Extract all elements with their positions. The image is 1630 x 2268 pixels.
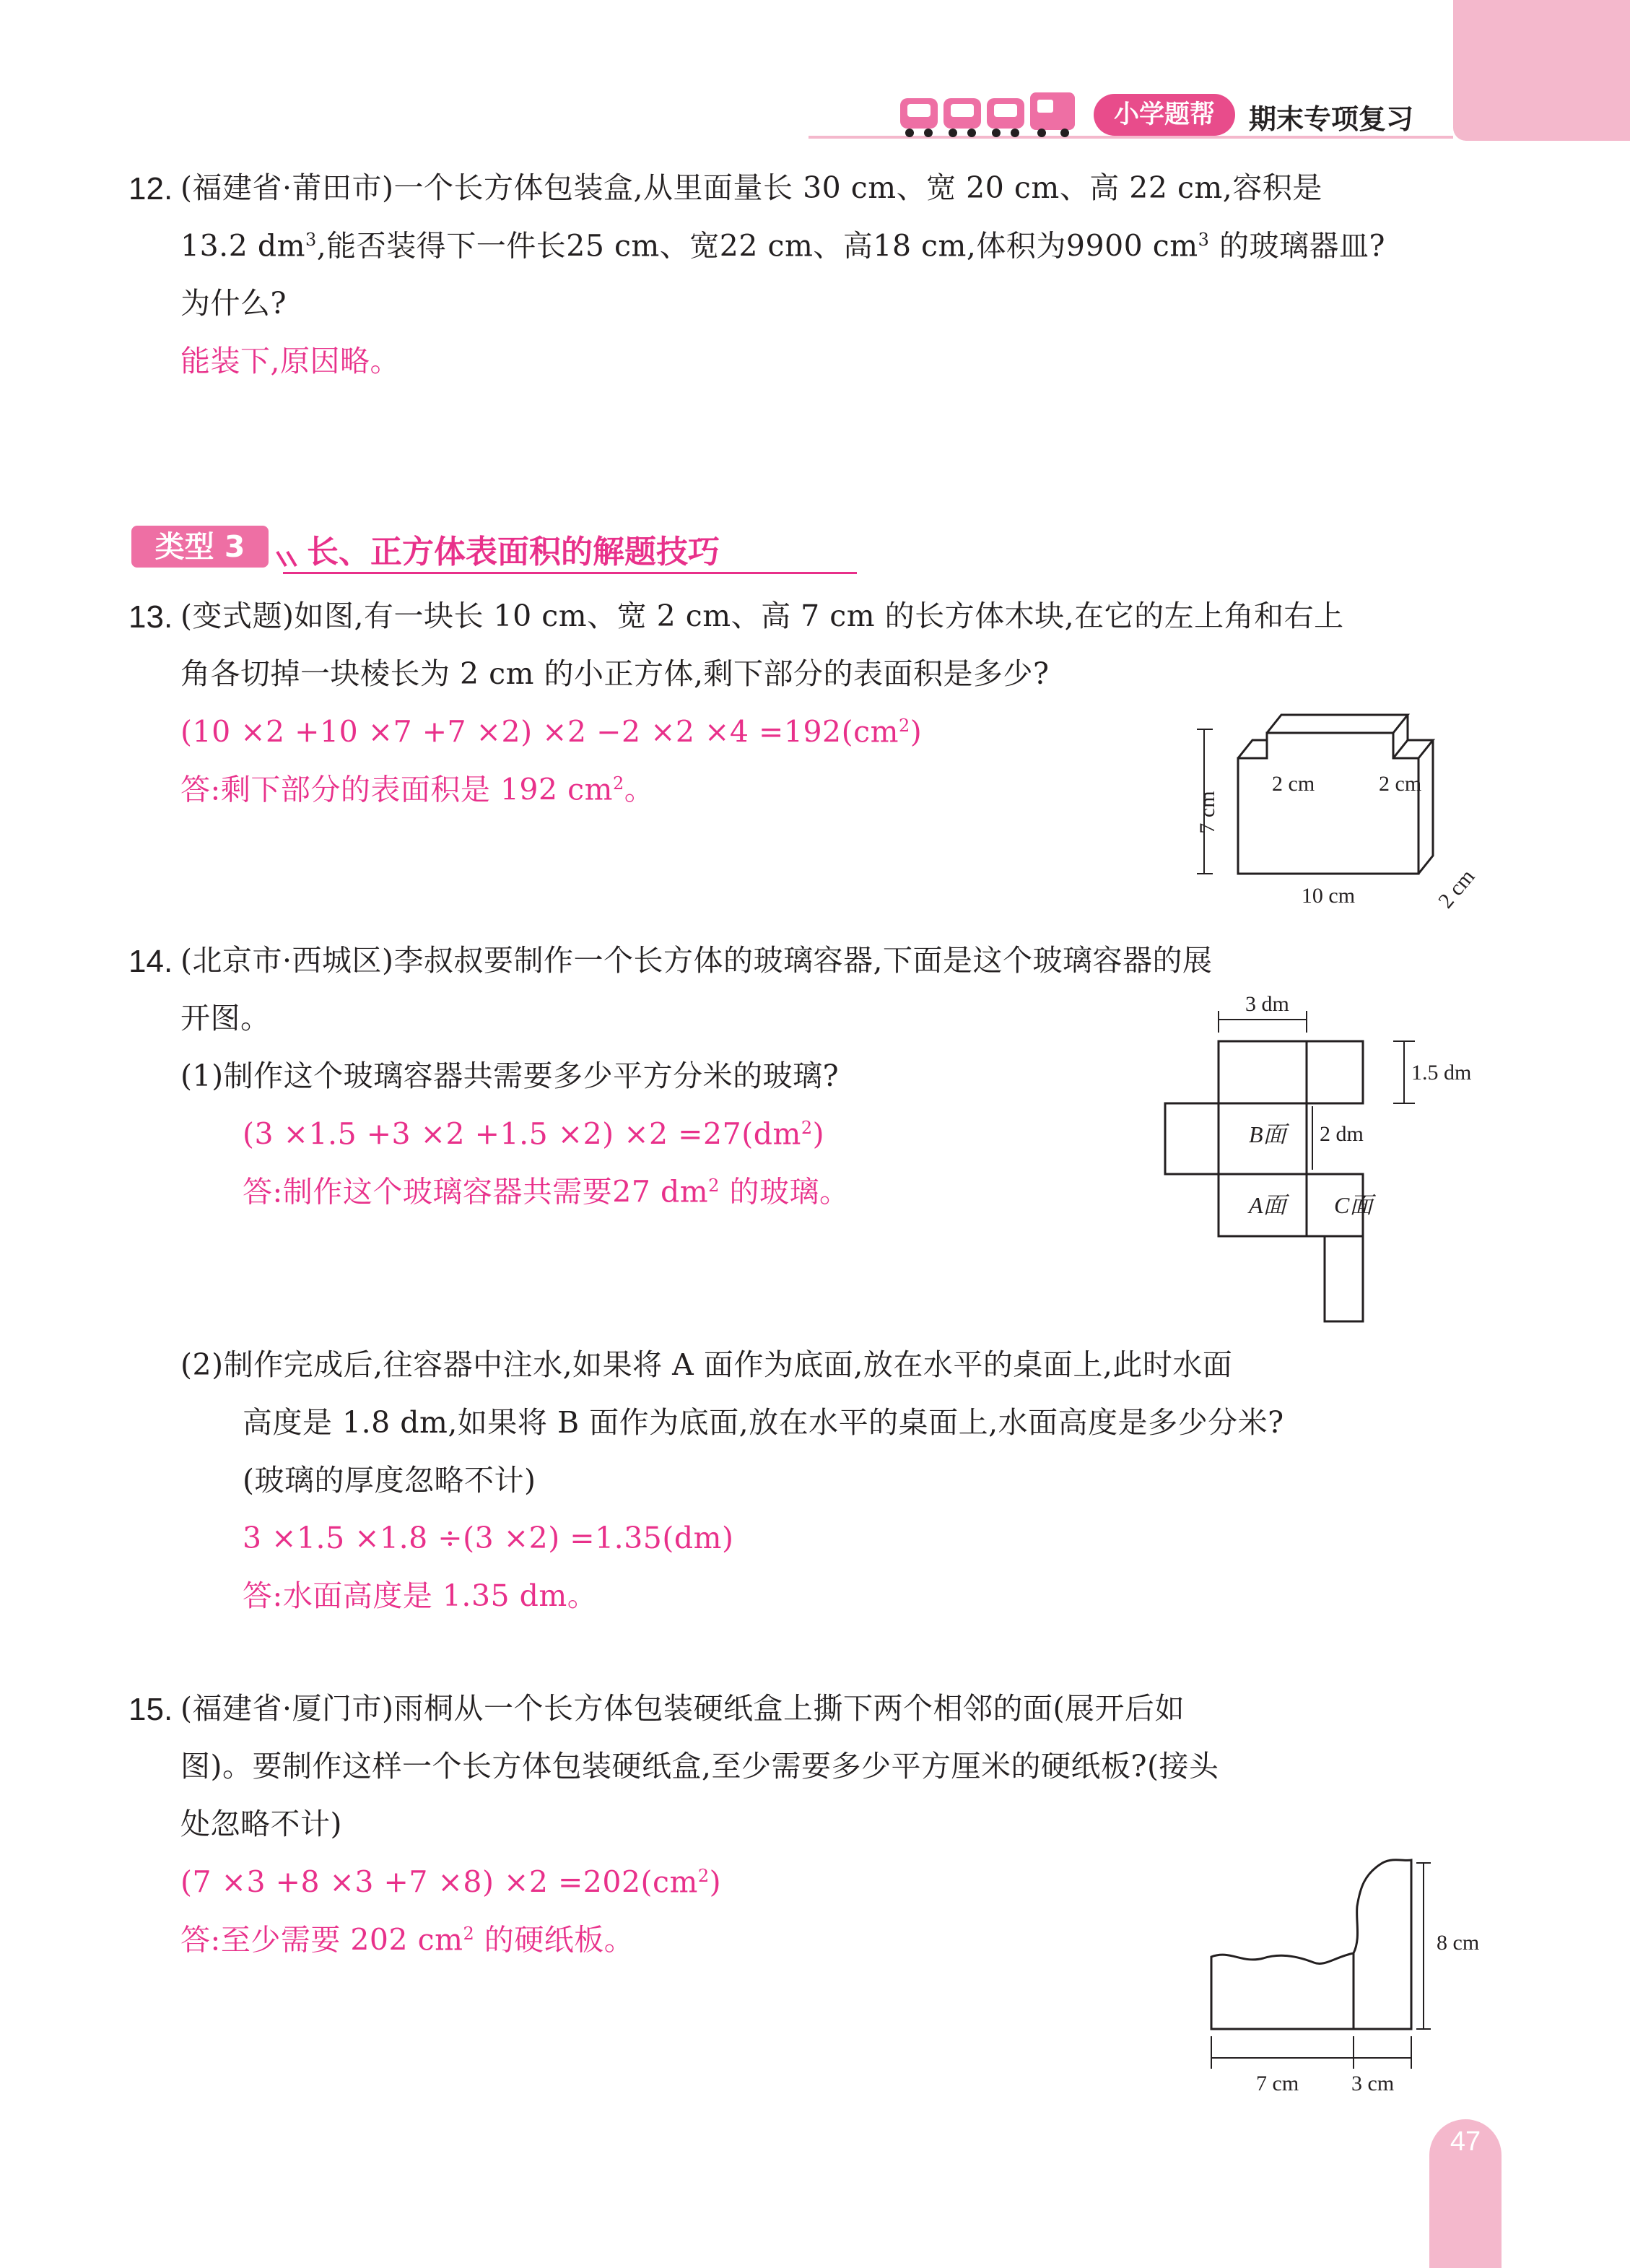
train-icon [899, 85, 1079, 143]
q15-left-label: 7 cm [1256, 2072, 1299, 2095]
q14-face-b: B面 [1249, 1121, 1286, 1147]
q14-p1-question: (1)制作这个玻璃容器共需要多少平方分米的玻璃? [180, 1059, 840, 1093]
q13-figure [1184, 704, 1516, 921]
q14-top-label: 3 dm [1245, 992, 1289, 1016]
q14-p1-answer: 答:制作这个玻璃容器共需要27 $dm^2$ 的玻璃。 [243, 1174, 850, 1209]
q13-cut-right-label: 2 cm [1379, 772, 1422, 796]
q13-line1: (变式题)如图,有一块长 10 cm、宽 2 cm、高 7 cm 的长方体木块,在它的左上角和右上 [180, 599, 1344, 633]
q13-height-label: 7 cm [1195, 791, 1219, 834]
q15-line2: 图)。要制作这样一个长方体包装硬纸盒,至少需要多少平方厘米的硬纸板?(接头 [180, 1749, 1219, 1783]
section-underline [283, 572, 857, 574]
q15-formula: $(7 \times 3 +8 \times 3 +7 \times 8) \times 2 =202(cm^2)$ [180, 1864, 722, 1900]
q14-line2: 开图。 [180, 1001, 271, 1035]
q14-right-label: 1.5 dm [1411, 1061, 1472, 1085]
header-title: 期末专项复习 [1249, 103, 1414, 135]
q12-line3: 为什么? [180, 286, 287, 321]
q15-height-label: 8 cm [1437, 1931, 1480, 1955]
q14-p2-formula: 3 ×1.5 ×1.8 ÷(3 ×2) =1.35(dm) [243, 1521, 734, 1555]
corner-tab [1453, 0, 1630, 141]
q14-number: 14. [128, 944, 173, 979]
section-title: 长、正方体表面积的解题技巧 [307, 534, 720, 570]
q15-right-label: 3 cm [1351, 2072, 1395, 2095]
q12-answer: 能装下,原因略。 [180, 344, 401, 378]
q14-p1-formula: $(3 \times 1.5 +3 \times 2 +1.5 \times 2) \times 2 =27(dm^2)$ [243, 1116, 825, 1152]
q15-line1: (福建省·厦门市)雨桐从一个长方体包装硬纸盒上撕下两个相邻的面(展开后如 [180, 1691, 1185, 1726]
q13-length-label: 10 cm [1301, 884, 1356, 908]
q14-p2-line3: (玻璃的厚度忽略不计) [243, 1463, 536, 1498]
q13-number: 13. [128, 599, 173, 635]
q14-line1: (北京市·西城区)李叔叔要制作一个长方体的玻璃容器,下面是这个玻璃容器的展 [180, 943, 1213, 978]
q13-formula: $(10 \times 2 +10 \times 7 +7 \times 2) \times 2 -2 \times 2 \times 4 =192(cm^2)$ [180, 714, 923, 750]
q15-figure [1198, 1848, 1516, 2098]
q15-number: 15. [128, 1692, 173, 1727]
page-number: 47 [1450, 2126, 1481, 2157]
q14-p2-line1: (2)制作完成后,往容器中注水,如果将 A 面作为底面,放在水平的桌面上,此时水面 [180, 1347, 1233, 1382]
q15-answer: 答:至少需要 202 $cm^2$ 的硬纸板。 [180, 1922, 635, 1958]
q13-cut-left-label: 2 cm [1272, 772, 1315, 796]
section-badge: 类型 3 [131, 526, 269, 568]
q15-line3: 处忽略不计) [180, 1807, 342, 1841]
q12-number: 12. [128, 171, 173, 207]
q13-answer: 答:剩下部分的表面积是 192 $cm^2$。 [180, 772, 655, 807]
q13-line2: 角各切掉一块棱长为 2 cm 的小正方体,剩下部分的表面积是多少? [180, 656, 1050, 691]
chevron-icon [274, 549, 307, 570]
q12-line1: (福建省·莆田市)一个长方体包装盒,从里面量长 30 cm、宽 20 cm、高 22 cm,容积是 [180, 170, 1322, 205]
q14-face-a: A面 [1249, 1192, 1286, 1218]
q14-p2-answer: 答:水面高度是 1.35 dm。 [243, 1578, 598, 1613]
q14-net-figure [1155, 989, 1530, 1336]
q14-mid-label: 2 dm [1320, 1122, 1364, 1146]
q13-width-label: 2 cm [1434, 864, 1480, 913]
brand-badge: 小学题帮 [1094, 94, 1235, 136]
q12-line2: 13.2 $dm^3$,能否装得下一件长25 cm、宽22 cm、高18 cm,体积为9900 $cm^3$ 的玻璃器皿? [180, 228, 1385, 264]
q14-p2-line2: 高度是 1.8 dm,如果将 B 面作为底面,放在水平的桌面上,水面高度是多少分米? [243, 1405, 1284, 1440]
q14-face-c: C面 [1334, 1192, 1373, 1218]
